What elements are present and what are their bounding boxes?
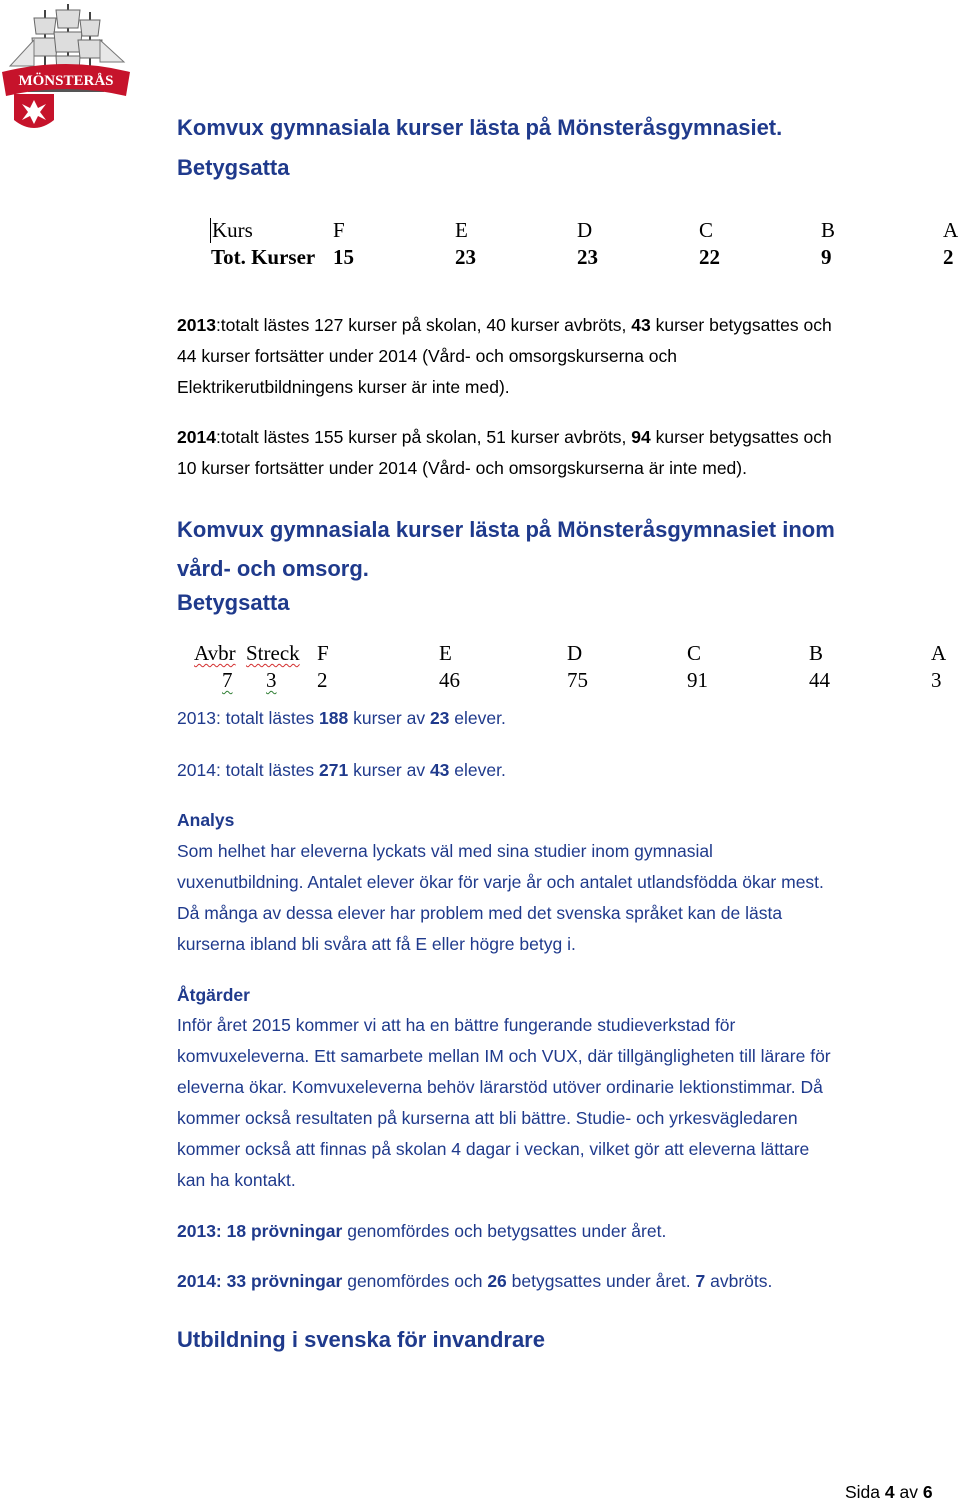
- table-header-b: B: [821, 218, 836, 242]
- table-header-a: A: [931, 641, 947, 665]
- table-cell: 2: [943, 245, 954, 269]
- table-cell: 23: [455, 245, 476, 269]
- summary-2013: 2013: totalt lästes 188 kurser av 23 elever.: [177, 708, 506, 728]
- table-cell: 91: [687, 668, 708, 692]
- table-header-avbr: Avbr: [194, 641, 236, 665]
- table-cell: 9: [821, 245, 832, 269]
- table-cell: 7: [222, 668, 233, 692]
- table-header-f: F: [317, 641, 329, 665]
- paragraph-2013: 2013:totalt lästes 127 kurser på skolan, 40 kurser avbröts, 43 kurser betygsattes och 44 kurser fortsätter under 2014 (Vård- och omsorgskurserna och Elektrikerutbildningens kurser är inte med).: [177, 315, 832, 397]
- provningar-2014: 2014: 33 prövningar genomfördes och 26 betygsattes under året. 7 avbröts.: [177, 1271, 773, 1291]
- table-cell: 46: [439, 668, 460, 692]
- table-header-e: E: [455, 218, 468, 242]
- table-header-e: E: [439, 641, 452, 665]
- table-cell: 3: [931, 668, 942, 692]
- table-cell: 44: [809, 668, 830, 692]
- section-heading-vard: Komvux gymnasiala kurser lästa på Mönsteråsgymnasiet inom vård- och omsorg.: [177, 517, 835, 581]
- paragraph-2014: 2014:totalt lästes 155 kurser på skolan, 51 kurser avbröts, 94 kurser betygsattes och 10 kurser fortsätter under 2014 (Vård- och omsorgskurserna är inte med).: [177, 427, 832, 478]
- table-cell: 75: [567, 668, 588, 692]
- table-header-streck: Streck: [246, 641, 300, 665]
- table-cell: 2: [317, 668, 328, 692]
- analys-text: Som helhet har eleverna lyckats väl med sina studier inom gymnasial vuxenutbildning. Antalet elever ökar för varje år och antalet utlandsfödda ökar mest. Då många av dessa elever har problem med det svenska språket kan de lästa kurserna ibland bli svåra att få E eller högre betyg i.: [177, 841, 824, 954]
- table-header-f: F: [333, 218, 345, 242]
- table-cell: 23: [577, 245, 598, 269]
- table-header-c: C: [687, 641, 702, 665]
- subheading-betygsatta: Betygsatta: [177, 155, 290, 180]
- summary-2014: 2014: totalt lästes 271 kurser av 43 elever.: [177, 760, 506, 780]
- monsteras-logo: [0, 0, 132, 140]
- logo-text: MÖNSTERÅS: [18, 73, 114, 89]
- atgarder-text: Inför året 2015 kommer vi att ha en bättre fungerande studieverkstad för komvuxeleverna. Ett samarbete mellan IM och VUX, där tillgängligheten till lärare för eleverna ökar. Komvuxeleverna behöv lärarstöd utöver ordinarie lektionstimmar. Då kommer också resultaten på kurserna att bli bättre. Studie- och yrkesvägledaren kommer också att finnas på skolan 4 dagar i veckan, vilket gör att eleverna lättare kan ha kontakt.: [177, 1015, 831, 1190]
- analys-heading: Analys: [177, 810, 235, 830]
- section-heading: Komvux gymnasiala kurser lästa på Mönsteråsgymnasiet.: [177, 115, 783, 140]
- table-header-kurs: Kurs: [212, 218, 253, 242]
- table-header-c: C: [699, 218, 714, 242]
- table-row-label: Tot. Kurser: [211, 245, 316, 269]
- table-header-a: A: [943, 218, 959, 242]
- page-number: Sida 4 av 6: [845, 1482, 933, 1502]
- table-cell: 3: [266, 668, 277, 692]
- table-header-d: D: [577, 218, 593, 242]
- atgarder-heading: Åtgärder: [177, 985, 250, 1005]
- table-header-b: B: [809, 641, 824, 665]
- table-cell: 15: [333, 245, 354, 269]
- table-header-d: D: [567, 641, 583, 665]
- subheading-betygsatta-2: Betygsatta: [177, 590, 290, 615]
- provningar-2013: 2013: 18 prövningar genomfördes och betygsattes under året.: [177, 1221, 667, 1241]
- table-cell: 22: [699, 245, 720, 269]
- section-heading-sfi: Utbildning i svenska för invandrare: [177, 1327, 545, 1352]
